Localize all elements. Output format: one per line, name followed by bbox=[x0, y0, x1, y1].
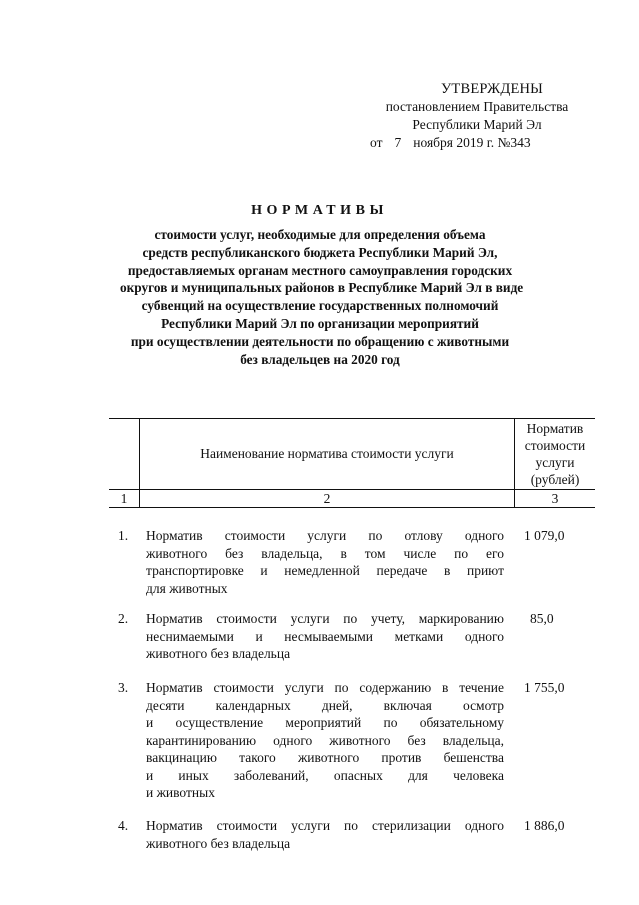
header-value-line: Норматив bbox=[526, 421, 584, 436]
row-line: и животных bbox=[146, 785, 215, 800]
approval-date-day: 7 bbox=[394, 135, 402, 150]
row-line: для животных bbox=[146, 580, 228, 596]
row-line: и иных заболеваний, опасных для человека bbox=[146, 767, 504, 783]
row-number: 3. bbox=[118, 680, 129, 695]
document-title: НОРМАТИВЫ bbox=[251, 203, 388, 218]
row-number: 1. bbox=[118, 528, 129, 543]
row-line: и осуществление мероприятий по обязательному bbox=[146, 715, 504, 730]
row-value: 1 079,0 bbox=[524, 528, 565, 543]
row-description bbox=[146, 610, 504, 663]
row-description bbox=[146, 679, 504, 802]
row-line: десяти календарных дней, включая осмотр bbox=[146, 697, 504, 713]
approval-date bbox=[362, 134, 592, 152]
subtitle-line: предоставляемых органам местного самоуправления городских bbox=[127, 262, 513, 278]
row-line: Норматив стоимости услуги по отлову одного bbox=[146, 528, 504, 543]
approval-line-1: постановлением Правительства bbox=[385, 99, 569, 114]
column-number-2: 2 bbox=[140, 490, 515, 508]
approval-date-prefix: от bbox=[370, 135, 383, 150]
row-number: 2. bbox=[118, 611, 129, 626]
row-number: 4. bbox=[118, 818, 129, 833]
row-line: неснимаемыми и несмываемыми метками одного bbox=[146, 628, 504, 644]
approval-block bbox=[362, 80, 592, 152]
header-value-line: услуги bbox=[535, 455, 575, 470]
subtitle-line: при осуществлении деятельности по обращению с животными bbox=[130, 333, 510, 349]
row-line: животного без владельца, в том числе по его bbox=[146, 545, 504, 561]
row-line: карантинированию одного животного без владельца, bbox=[146, 732, 504, 748]
document-subtitle bbox=[120, 226, 524, 368]
row-line: Норматив стоимости услуги по учету, маркированию bbox=[146, 611, 504, 626]
row-value: 1 755,0 bbox=[524, 680, 565, 695]
subtitle-line: субвенций на осуществление государственных полномочий bbox=[141, 298, 499, 314]
norms-table-header bbox=[109, 418, 595, 508]
subtitle-line: без владельцев на 2020 год bbox=[240, 351, 400, 367]
column-number-1: 1 bbox=[109, 490, 140, 508]
subtitle-line: Республики Марий Эл по организации мероприятий bbox=[161, 315, 479, 331]
header-cell-name: Наименование норматива стоимости услуги bbox=[140, 419, 515, 490]
subtitle-line: средств республиканского бюджета Республики Марий Эл, bbox=[142, 244, 498, 260]
header-cell-value bbox=[515, 419, 596, 490]
row-line: Норматив стоимости услуги по содержанию в течение bbox=[146, 680, 504, 695]
subtitle-line: стоимости услуг, необходимые для определения объема bbox=[154, 227, 486, 242]
column-number-3: 3 bbox=[515, 490, 596, 508]
subtitle-line: округов и муниципальных районов в Республике Марий Эл в виде bbox=[120, 280, 524, 296]
row-value: 85,0 bbox=[530, 611, 554, 626]
row-line: животного без владельца bbox=[146, 835, 291, 851]
approval-heading: УТВЕРЖДЕНЫ bbox=[440, 81, 544, 97]
row-line: транспортировке и немедленной передаче в приют bbox=[146, 563, 504, 578]
row-line: Норматив стоимости услуги по стерилизации одного bbox=[146, 818, 504, 833]
approval-date-rest: ноября 2019 г. №343 bbox=[413, 135, 531, 150]
row-description bbox=[146, 527, 504, 597]
header-value-line: стоимости bbox=[524, 438, 586, 453]
row-description bbox=[146, 817, 504, 852]
row-line: животного без владельца bbox=[146, 646, 291, 661]
row-value: 1 886,0 bbox=[524, 818, 565, 833]
row-line: вакцинацию такого животного против бешенства bbox=[146, 750, 504, 765]
approval-line-2: Республики Марий Эл bbox=[412, 117, 542, 132]
header-value-line: (рублей) bbox=[530, 472, 580, 487]
header-cell-number bbox=[109, 419, 140, 490]
